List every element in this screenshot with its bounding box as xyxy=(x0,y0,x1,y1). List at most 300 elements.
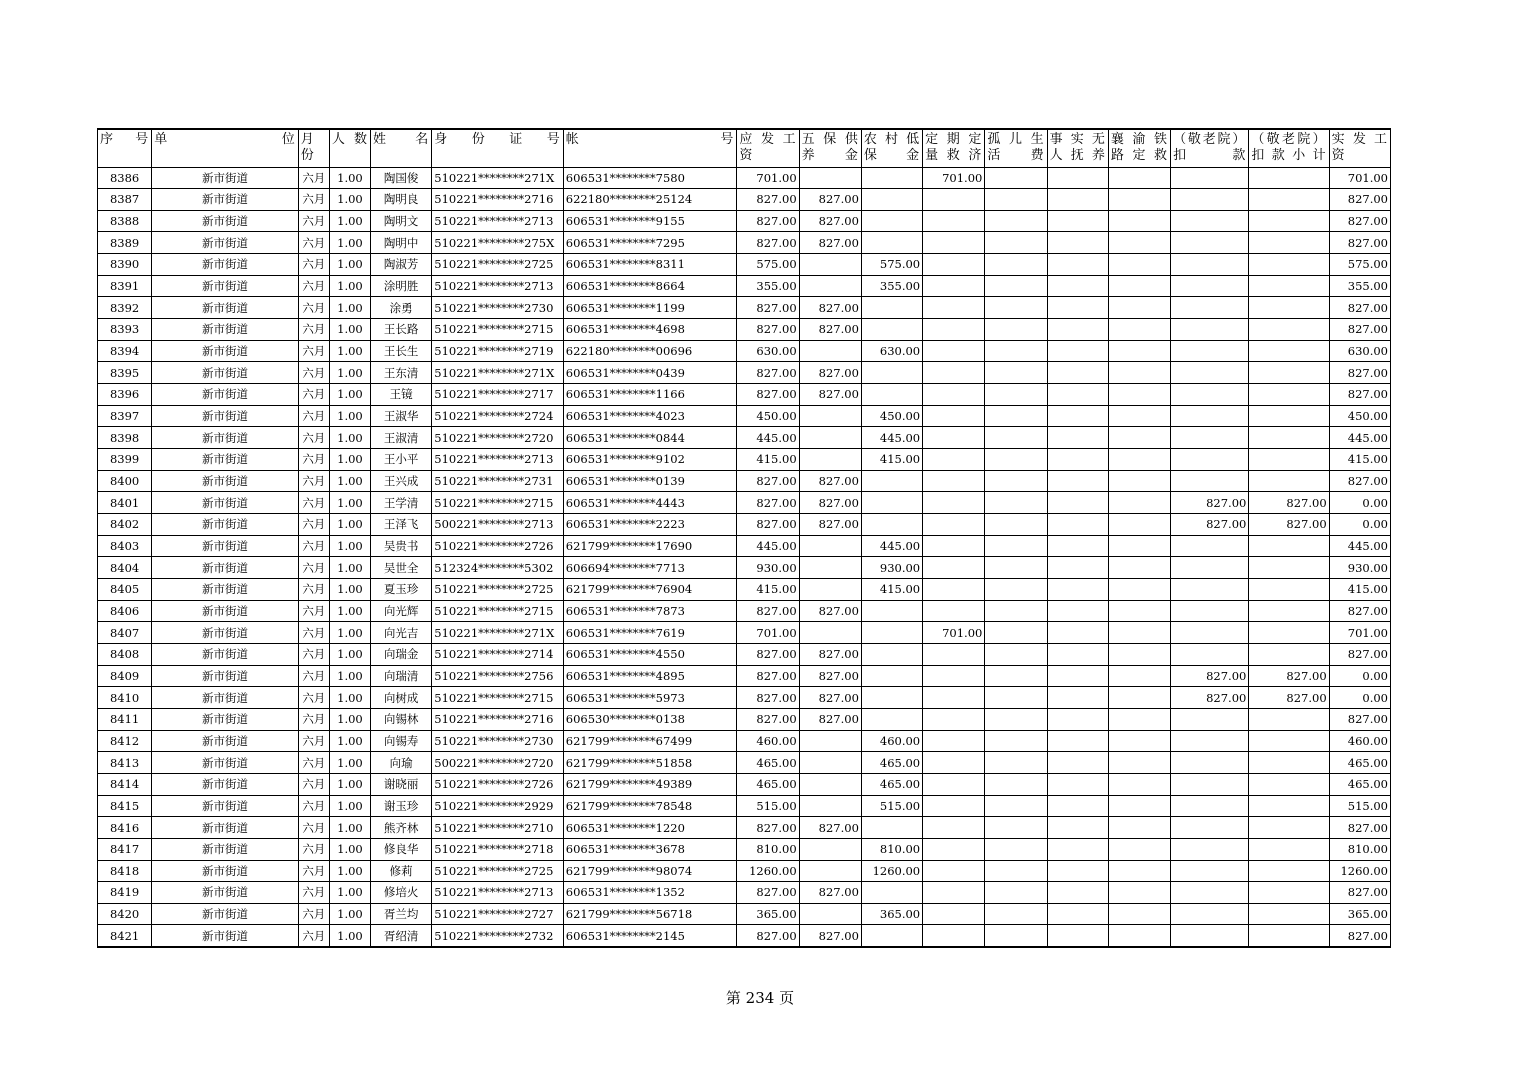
cell-month: 六月 xyxy=(298,557,329,579)
cell-jlysub xyxy=(1249,362,1329,384)
table-row xyxy=(98,319,1391,341)
cell-xiangyu xyxy=(1108,297,1170,319)
cell-wubao xyxy=(799,535,861,557)
cell-unit: 新市街道 xyxy=(152,254,299,276)
cell-account: 606531********0439 xyxy=(563,362,737,384)
cell-account: 606530********0138 xyxy=(563,708,737,730)
cell-guer xyxy=(985,275,1047,297)
cell-xiangyu xyxy=(1108,708,1170,730)
cell-jlysub xyxy=(1249,167,1329,189)
cell-account: 606531********2145 xyxy=(563,925,737,947)
cell-guer xyxy=(985,882,1047,904)
cell-gross: 827.00 xyxy=(737,514,799,536)
cell-guer xyxy=(985,470,1047,492)
cell-wubao: 827.00 xyxy=(799,362,861,384)
cell-xiangyu xyxy=(1108,340,1170,362)
cell-account: 621799********49389 xyxy=(563,773,737,795)
cell-net: 465.00 xyxy=(1329,752,1390,774)
cell-shishi xyxy=(1047,232,1108,254)
cell-xiangyu xyxy=(1108,643,1170,665)
cell-unit: 新市街道 xyxy=(152,470,299,492)
cell-guer xyxy=(985,492,1047,514)
cell-account: 622180********25124 xyxy=(563,189,737,211)
cell-dingliang xyxy=(923,643,985,665)
cell-shishi xyxy=(1047,275,1108,297)
cell-seq: 8411 xyxy=(98,708,152,730)
cell-shishi xyxy=(1047,449,1108,471)
cell-wubao: 827.00 xyxy=(799,817,861,839)
cell-seq: 8415 xyxy=(98,795,152,817)
cell-name: 向光辉 xyxy=(371,600,432,622)
cell-count: 1.00 xyxy=(329,275,370,297)
cell-shishi xyxy=(1047,340,1108,362)
cell-unit: 新市街道 xyxy=(152,210,299,232)
cell-jlykou xyxy=(1171,708,1249,730)
cell-id: 512324********5302 xyxy=(432,557,564,579)
cell-dingliang xyxy=(923,297,985,319)
cell-account: 621799********56718 xyxy=(563,903,737,925)
cell-dibao: 575.00 xyxy=(861,254,922,276)
cell-name: 修培火 xyxy=(371,882,432,904)
cell-month: 六月 xyxy=(298,405,329,427)
table-row xyxy=(98,773,1391,795)
cell-month: 六月 xyxy=(298,427,329,449)
cell-account: 606531********1199 xyxy=(563,297,737,319)
cell-net: 827.00 xyxy=(1329,925,1390,947)
cell-month: 六月 xyxy=(298,492,329,514)
cell-account: 606531********9155 xyxy=(563,210,737,232)
cell-dingliang xyxy=(923,687,985,709)
cell-account: 621799********17690 xyxy=(563,535,737,557)
cell-dibao: 465.00 xyxy=(861,773,922,795)
cell-count: 1.00 xyxy=(329,795,370,817)
cell-jlysub xyxy=(1249,643,1329,665)
cell-gross: 701.00 xyxy=(737,167,799,189)
cell-id: 510221********2727 xyxy=(432,903,564,925)
cell-net: 1260.00 xyxy=(1329,860,1390,882)
cell-unit: 新市街道 xyxy=(152,167,299,189)
cell-shishi xyxy=(1047,773,1108,795)
cell-jlysub xyxy=(1249,405,1329,427)
cell-wubao xyxy=(799,254,861,276)
cell-wubao xyxy=(799,340,861,362)
cell-id: 510221********2717 xyxy=(432,384,564,406)
cell-shishi xyxy=(1047,254,1108,276)
cell-name: 夏玉珍 xyxy=(371,578,432,600)
cell-jlysub xyxy=(1249,535,1329,557)
cell-xiangyu xyxy=(1108,470,1170,492)
cell-id: 500221********2713 xyxy=(432,514,564,536)
cell-month: 六月 xyxy=(298,254,329,276)
cell-name: 吴贵书 xyxy=(371,535,432,557)
cell-seq: 8386 xyxy=(98,167,152,189)
cell-jlykou xyxy=(1171,449,1249,471)
cell-name: 胥兰均 xyxy=(371,903,432,925)
cell-unit: 新市街道 xyxy=(152,600,299,622)
cell-gross: 827.00 xyxy=(737,492,799,514)
cell-net: 365.00 xyxy=(1329,903,1390,925)
cell-gross: 827.00 xyxy=(737,817,799,839)
cell-account: 606531********9102 xyxy=(563,449,737,471)
cell-month: 六月 xyxy=(298,860,329,882)
cell-guer xyxy=(985,838,1047,860)
cell-dingliang xyxy=(923,903,985,925)
cell-unit: 新市街道 xyxy=(152,708,299,730)
cell-month: 六月 xyxy=(298,687,329,709)
cell-unit: 新市街道 xyxy=(152,687,299,709)
cell-account: 606531********7619 xyxy=(563,622,737,644)
cell-gross: 827.00 xyxy=(737,643,799,665)
cell-unit: 新市街道 xyxy=(152,817,299,839)
cell-gross: 930.00 xyxy=(737,557,799,579)
cell-wubao xyxy=(799,773,861,795)
cell-dingliang xyxy=(923,189,985,211)
cell-net: 827.00 xyxy=(1329,643,1390,665)
cell-seq: 8407 xyxy=(98,622,152,644)
cell-wubao xyxy=(799,860,861,882)
cell-name: 向锡林 xyxy=(371,708,432,730)
cell-guer xyxy=(985,362,1047,384)
table-row xyxy=(98,470,1391,492)
cell-gross: 445.00 xyxy=(737,427,799,449)
cell-jlykou xyxy=(1171,752,1249,774)
cell-gross: 450.00 xyxy=(737,405,799,427)
cell-jlykou xyxy=(1171,860,1249,882)
cell-guer xyxy=(985,167,1047,189)
cell-id: 510221********2730 xyxy=(432,297,564,319)
cell-shishi xyxy=(1047,557,1108,579)
cell-guer xyxy=(985,773,1047,795)
cell-name: 谢晓丽 xyxy=(371,773,432,795)
cell-net: 445.00 xyxy=(1329,427,1390,449)
cell-dibao xyxy=(861,687,922,709)
cell-seq: 8403 xyxy=(98,535,152,557)
cell-dibao xyxy=(861,189,922,211)
cell-jlysub: 827.00 xyxy=(1249,687,1329,709)
page-number: 第 234 页 xyxy=(725,989,795,1007)
cell-name: 陶国俊 xyxy=(371,167,432,189)
cell-wubao xyxy=(799,449,861,471)
cell-unit: 新市街道 xyxy=(152,232,299,254)
cell-jlykou xyxy=(1171,167,1249,189)
cell-shishi xyxy=(1047,319,1108,341)
cell-net: 827.00 xyxy=(1329,297,1390,319)
cell-id: 510221********2929 xyxy=(432,795,564,817)
cell-shishi xyxy=(1047,903,1108,925)
cell-wubao: 827.00 xyxy=(799,925,861,947)
cell-dingliang xyxy=(923,254,985,276)
cell-dibao: 450.00 xyxy=(861,405,922,427)
cell-account: 606531********4023 xyxy=(563,405,737,427)
cell-count: 1.00 xyxy=(329,752,370,774)
cell-jlykou xyxy=(1171,730,1249,752)
cell-gross: 1260.00 xyxy=(737,860,799,882)
cell-shishi xyxy=(1047,578,1108,600)
cell-month: 六月 xyxy=(298,449,329,471)
cell-shishi xyxy=(1047,362,1108,384)
cell-dingliang xyxy=(923,449,985,471)
cell-guer xyxy=(985,752,1047,774)
cell-unit: 新市街道 xyxy=(152,860,299,882)
cell-dingliang xyxy=(923,514,985,536)
cell-shishi xyxy=(1047,297,1108,319)
cell-net: 827.00 xyxy=(1329,319,1390,341)
cell-month: 六月 xyxy=(298,600,329,622)
cell-jlykou xyxy=(1171,319,1249,341)
cell-month: 六月 xyxy=(298,535,329,557)
cell-jlysub xyxy=(1249,752,1329,774)
cell-unit: 新市街道 xyxy=(152,275,299,297)
cell-jlykou xyxy=(1171,773,1249,795)
cell-net: 630.00 xyxy=(1329,340,1390,362)
cell-name: 向瑞清 xyxy=(371,665,432,687)
cell-shishi xyxy=(1047,167,1108,189)
cell-shishi xyxy=(1047,622,1108,644)
cell-xiangyu xyxy=(1108,600,1170,622)
cell-guer xyxy=(985,557,1047,579)
cell-count: 1.00 xyxy=(329,167,370,189)
cell-seq: 8420 xyxy=(98,903,152,925)
cell-dingliang xyxy=(923,578,985,600)
cell-name: 胥绍清 xyxy=(371,925,432,947)
cell-seq: 8392 xyxy=(98,297,152,319)
table-row xyxy=(98,557,1391,579)
cell-jlykou xyxy=(1171,817,1249,839)
cell-gross: 575.00 xyxy=(737,254,799,276)
cell-account: 606531********7580 xyxy=(563,167,737,189)
cell-guer xyxy=(985,817,1047,839)
cell-gross: 827.00 xyxy=(737,600,799,622)
cell-id: 510221********2716 xyxy=(432,708,564,730)
cell-guer xyxy=(985,687,1047,709)
cell-net: 827.00 xyxy=(1329,708,1390,730)
cell-jlysub xyxy=(1249,557,1329,579)
cell-name: 陶明文 xyxy=(371,210,432,232)
cell-unit: 新市街道 xyxy=(152,795,299,817)
cell-dibao: 415.00 xyxy=(861,578,922,600)
cell-unit: 新市街道 xyxy=(152,340,299,362)
cell-guer xyxy=(985,232,1047,254)
cell-jlysub: 827.00 xyxy=(1249,492,1329,514)
cell-id: 510221********2719 xyxy=(432,340,564,362)
cell-count: 1.00 xyxy=(329,665,370,687)
cell-gross: 827.00 xyxy=(737,362,799,384)
cell-month: 六月 xyxy=(298,319,329,341)
cell-name: 涂勇 xyxy=(371,297,432,319)
cell-count: 1.00 xyxy=(329,903,370,925)
cell-id: 510221********2726 xyxy=(432,535,564,557)
table-row xyxy=(98,384,1391,406)
cell-count: 1.00 xyxy=(329,362,370,384)
cell-xiangyu xyxy=(1108,557,1170,579)
cell-wubao xyxy=(799,167,861,189)
cell-count: 1.00 xyxy=(329,600,370,622)
cell-id: 510221********271X xyxy=(432,167,564,189)
cell-jlykou xyxy=(1171,405,1249,427)
cell-id: 510221********275X xyxy=(432,232,564,254)
cell-shishi xyxy=(1047,795,1108,817)
cell-id: 510221********2713 xyxy=(432,449,564,471)
cell-dibao: 630.00 xyxy=(861,340,922,362)
cell-account: 606531********8311 xyxy=(563,254,737,276)
cell-dingliang xyxy=(923,427,985,449)
cell-dibao: 930.00 xyxy=(861,557,922,579)
cell-account: 621799********98074 xyxy=(563,860,737,882)
table-row xyxy=(98,449,1391,471)
cell-gross: 415.00 xyxy=(737,449,799,471)
cell-xiangyu xyxy=(1108,514,1170,536)
cell-shishi xyxy=(1047,210,1108,232)
cell-unit: 新市街道 xyxy=(152,643,299,665)
cell-name: 王泽飞 xyxy=(371,514,432,536)
cell-seq: 8409 xyxy=(98,665,152,687)
cell-id: 510221********271X xyxy=(432,362,564,384)
cell-dingliang xyxy=(923,600,985,622)
table-row xyxy=(98,275,1391,297)
cell-account: 606531********0844 xyxy=(563,427,737,449)
cell-gross: 465.00 xyxy=(737,752,799,774)
cell-xiangyu xyxy=(1108,622,1170,644)
cell-jlysub xyxy=(1249,210,1329,232)
cell-name: 王镜 xyxy=(371,384,432,406)
cell-guer xyxy=(985,384,1047,406)
cell-unit: 新市街道 xyxy=(152,297,299,319)
cell-unit: 新市街道 xyxy=(152,189,299,211)
cell-gross: 445.00 xyxy=(737,535,799,557)
cell-unit: 新市街道 xyxy=(152,665,299,687)
cell-seq: 8405 xyxy=(98,578,152,600)
cell-wubao xyxy=(799,557,861,579)
cell-gross: 827.00 xyxy=(737,925,799,947)
table-row xyxy=(98,600,1391,622)
cell-seq: 8391 xyxy=(98,275,152,297)
cell-xiangyu xyxy=(1108,817,1170,839)
cell-net: 827.00 xyxy=(1329,232,1390,254)
cell-shishi xyxy=(1047,405,1108,427)
cell-wubao: 827.00 xyxy=(799,210,861,232)
cell-seq: 8417 xyxy=(98,838,152,860)
cell-guer xyxy=(985,319,1047,341)
cell-id: 510221********2725 xyxy=(432,254,564,276)
cell-net: 445.00 xyxy=(1329,535,1390,557)
cell-name: 涂明胜 xyxy=(371,275,432,297)
cell-jlykou xyxy=(1171,210,1249,232)
cell-seq: 8387 xyxy=(98,189,152,211)
table-row xyxy=(98,903,1391,925)
cell-seq: 8402 xyxy=(98,514,152,536)
cell-id: 510221********2756 xyxy=(432,665,564,687)
cell-name: 陶淑芳 xyxy=(371,254,432,276)
cell-id: 510221********2726 xyxy=(432,773,564,795)
cell-seq: 8406 xyxy=(98,600,152,622)
cell-dibao xyxy=(861,319,922,341)
cell-name: 修莉 xyxy=(371,860,432,882)
cell-seq: 8397 xyxy=(98,405,152,427)
cell-shishi xyxy=(1047,665,1108,687)
cell-dibao xyxy=(861,925,922,947)
cell-dingliang xyxy=(923,405,985,427)
cell-month: 六月 xyxy=(298,882,329,904)
cell-dibao: 465.00 xyxy=(861,752,922,774)
cell-gross: 365.00 xyxy=(737,903,799,925)
cell-name: 向瑜 xyxy=(371,752,432,774)
cell-wubao xyxy=(799,275,861,297)
header-dingliang: 定 期 定 量 救 济 xyxy=(923,129,985,167)
cell-xiangyu xyxy=(1108,254,1170,276)
cell-month: 六月 xyxy=(298,167,329,189)
cell-count: 1.00 xyxy=(329,514,370,536)
header-jlykou: （敬老院） 扣 款 xyxy=(1171,129,1249,167)
payroll-table xyxy=(97,128,1391,948)
cell-gross: 630.00 xyxy=(737,340,799,362)
cell-wubao xyxy=(799,838,861,860)
cell-gross: 701.00 xyxy=(737,622,799,644)
table-row xyxy=(98,708,1391,730)
cell-unit: 新市街道 xyxy=(152,838,299,860)
table-row xyxy=(98,752,1391,774)
cell-xiangyu xyxy=(1108,427,1170,449)
cell-guer xyxy=(985,903,1047,925)
cell-seq: 8400 xyxy=(98,470,152,492)
header-jlysub: （敬老院） 扣 款 小 计 xyxy=(1249,129,1329,167)
cell-name: 陶明良 xyxy=(371,189,432,211)
cell-dingliang xyxy=(923,708,985,730)
table-row xyxy=(98,882,1391,904)
cell-jlysub xyxy=(1249,297,1329,319)
table-row xyxy=(98,362,1391,384)
cell-jlykou: 827.00 xyxy=(1171,514,1249,536)
cell-xiangyu xyxy=(1108,730,1170,752)
cell-name: 向锡寿 xyxy=(371,730,432,752)
cell-net: 827.00 xyxy=(1329,817,1390,839)
cell-count: 1.00 xyxy=(329,492,370,514)
cell-month: 六月 xyxy=(298,297,329,319)
header-guer: 孤 儿 生 活 费 xyxy=(985,129,1047,167)
cell-net: 701.00 xyxy=(1329,167,1390,189)
cell-dibao xyxy=(861,167,922,189)
cell-net: 415.00 xyxy=(1329,578,1390,600)
cell-unit: 新市街道 xyxy=(152,903,299,925)
cell-gross: 827.00 xyxy=(737,665,799,687)
header-net: 实 发 工 资 xyxy=(1329,129,1390,167)
cell-xiangyu xyxy=(1108,210,1170,232)
cell-jlysub xyxy=(1249,925,1329,947)
cell-month: 六月 xyxy=(298,578,329,600)
cell-month: 六月 xyxy=(298,514,329,536)
cell-account: 621799********76904 xyxy=(563,578,737,600)
cell-unit: 新市街道 xyxy=(152,535,299,557)
header-row xyxy=(98,129,1391,167)
cell-shishi xyxy=(1047,470,1108,492)
cell-dingliang xyxy=(923,232,985,254)
cell-dibao xyxy=(861,708,922,730)
cell-guer xyxy=(985,795,1047,817)
cell-unit: 新市街道 xyxy=(152,882,299,904)
cell-dingliang: 701.00 xyxy=(923,622,985,644)
cell-jlykou xyxy=(1171,882,1249,904)
cell-jlykou xyxy=(1171,600,1249,622)
table-row xyxy=(98,427,1391,449)
table-row xyxy=(98,730,1391,752)
cell-gross: 415.00 xyxy=(737,578,799,600)
cell-count: 1.00 xyxy=(329,189,370,211)
cell-net: 575.00 xyxy=(1329,254,1390,276)
header-shishi: 事 实 无 人 抚 养 xyxy=(1047,129,1108,167)
cell-wubao: 827.00 xyxy=(799,189,861,211)
cell-shishi xyxy=(1047,643,1108,665)
cell-dibao xyxy=(861,384,922,406)
cell-month: 六月 xyxy=(298,665,329,687)
